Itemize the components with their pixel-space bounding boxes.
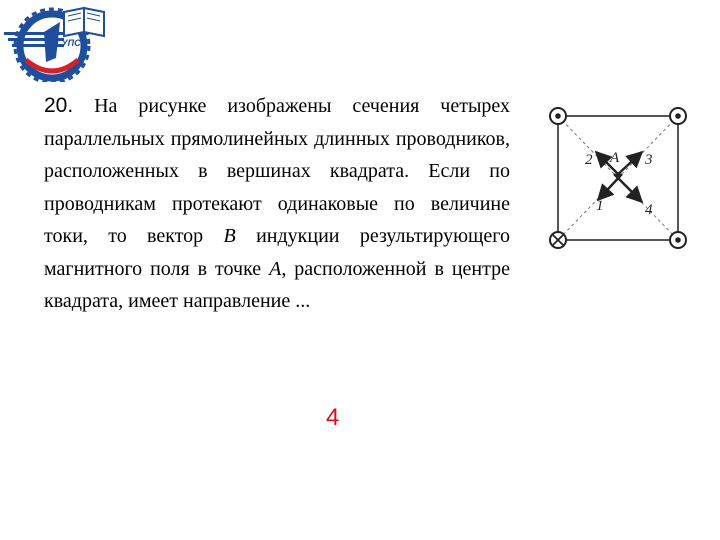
conductor-bottom-right xyxy=(670,232,686,248)
vector-symbol: B xyxy=(223,225,236,247)
logo-text: РГУПС xyxy=(50,38,81,48)
arrow-4 xyxy=(614,174,642,202)
book-icon xyxy=(64,8,104,36)
point-a-label: A xyxy=(610,150,620,166)
problem-text xyxy=(44,90,510,318)
point-symbol: A xyxy=(269,257,282,280)
problem-text-part3: , расположенной в центре квадрата, имеет направление ... xyxy=(44,257,510,312)
conductor-bottom-left xyxy=(550,232,566,248)
arrow-2-label: 2 xyxy=(585,152,593,168)
rgups-logo xyxy=(2,2,112,82)
conductor-top-left xyxy=(550,108,566,124)
answer-value: 4 xyxy=(326,404,340,431)
conductor-top-right xyxy=(670,108,686,124)
arrow-4-label: 4 xyxy=(645,202,653,218)
arrow-1-label: 1 xyxy=(596,198,604,214)
conductors-diagram xyxy=(538,96,698,254)
arrow-3 xyxy=(616,152,642,176)
problem-text-part1: На рисунке изображены сечения четырех параллельных прямолинейных длинных проводников, расположенных в вершинах квадрата. Если по проводникам протекают одинаковые по величине токи, то вектор xyxy=(44,95,510,247)
arrow-3-label: 3 xyxy=(645,152,653,168)
problem-number: 20. xyxy=(44,94,74,117)
problem-text-part2: индукции результирующего магнитного поля в точке xyxy=(44,225,510,280)
